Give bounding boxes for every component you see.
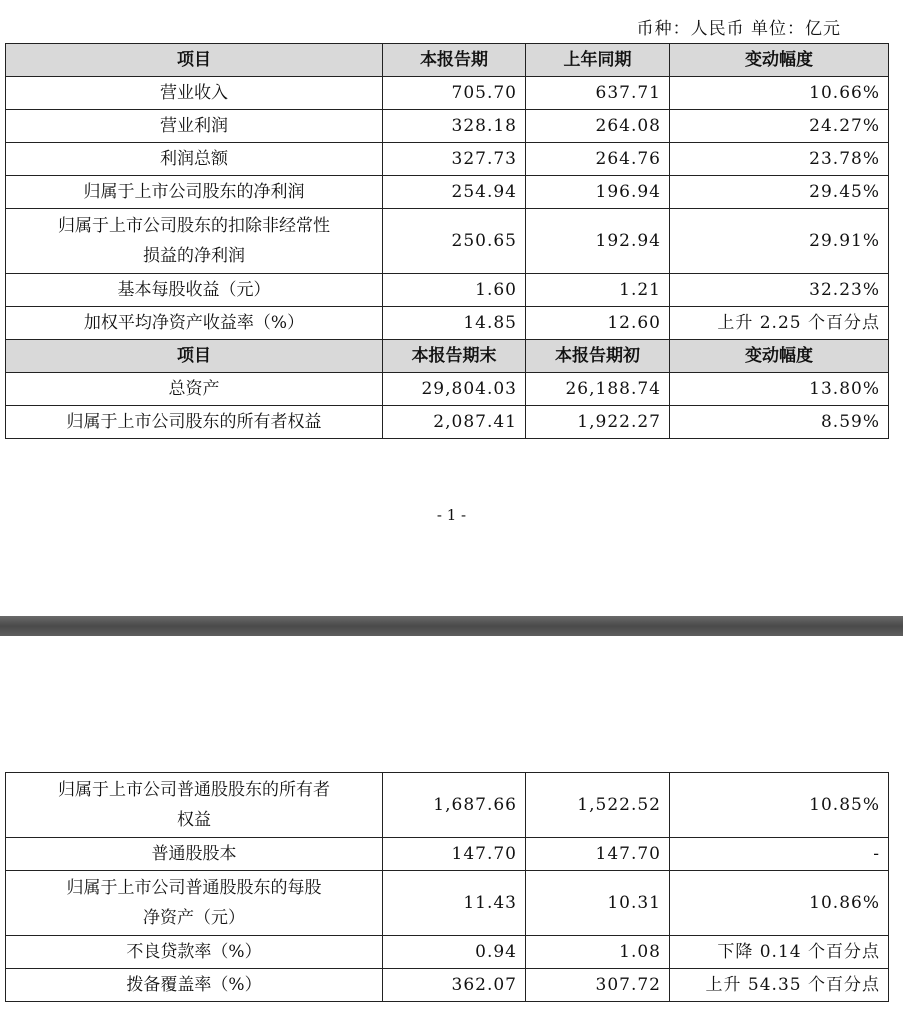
- change-value: 8.59%: [670, 406, 889, 439]
- row-label-line2: 净资产（元）: [143, 908, 245, 928]
- change-value: 29.91%: [670, 209, 889, 274]
- change-value: 上升 54.35 个百分点: [670, 969, 889, 1002]
- financial-table-top: [5, 43, 889, 439]
- current-value: 1.60: [383, 274, 526, 307]
- period-start-value: 10.31: [526, 871, 670, 936]
- change-value: -: [670, 838, 889, 871]
- table-row: [6, 110, 889, 143]
- period-start-value: 1,922.27: [526, 406, 670, 439]
- current-value: 705.70: [383, 77, 526, 110]
- prior-value: 196.94: [526, 176, 670, 209]
- table-row: [6, 838, 889, 871]
- row-label: 营业利润: [6, 110, 383, 143]
- row-label: 普通股股本: [6, 838, 383, 871]
- row-label: 归属于上市公司股东的所有者权益: [6, 406, 383, 439]
- header-item: 项目: [6, 340, 383, 373]
- row-label: 营业收入: [6, 77, 383, 110]
- table-row: [6, 143, 889, 176]
- row-label: 拨备覆盖率（%）: [6, 969, 383, 1002]
- row-label: 归属于上市公司股东的净利润: [6, 176, 383, 209]
- table-header-row-2: [6, 340, 889, 373]
- period-end-value: 11.43: [383, 871, 526, 936]
- period-end-value: 147.70: [383, 838, 526, 871]
- prior-value: 12.60: [526, 307, 670, 340]
- header-period-start: 本报告期初: [526, 340, 670, 373]
- table-row: [6, 176, 889, 209]
- table-row: [6, 274, 889, 307]
- row-label: 总资产: [6, 373, 383, 406]
- row-label-line2: 损益的净利润: [143, 246, 245, 266]
- row-label-line1: 归属于上市公司股东的扣除非经常性: [58, 216, 330, 236]
- header-change: 变动幅度: [670, 44, 889, 77]
- change-value: 10.66%: [670, 77, 889, 110]
- row-label: [6, 773, 383, 838]
- change-value: 23.78%: [670, 143, 889, 176]
- period-end-value: 0.94: [383, 936, 526, 969]
- change-value: 下降 0.14 个百分点: [670, 936, 889, 969]
- table-row: [6, 209, 889, 274]
- current-value: 327.73: [383, 143, 526, 176]
- table-row: [6, 969, 889, 1002]
- prior-value: 1.21: [526, 274, 670, 307]
- change-value: 24.27%: [670, 110, 889, 143]
- period-start-value: 26,188.74: [526, 373, 670, 406]
- financial-table-bottom: [5, 772, 889, 1002]
- change-value: 13.80%: [670, 373, 889, 406]
- period-start-value: 1,522.52: [526, 773, 670, 838]
- table-row: [6, 307, 889, 340]
- change-value: 32.23%: [670, 274, 889, 307]
- period-start-value: 307.72: [526, 969, 670, 1002]
- table-header-row: [6, 44, 889, 77]
- table-row: [6, 373, 889, 406]
- row-label: 利润总额: [6, 143, 383, 176]
- row-label-line2: 权益: [177, 810, 211, 830]
- current-value: 250.65: [383, 209, 526, 274]
- currency-unit-note: 币种：人民币 单位：亿元: [636, 19, 841, 39]
- current-value: 254.94: [383, 176, 526, 209]
- change-value: 10.86%: [670, 871, 889, 936]
- row-label-line1: 归属于上市公司普通股股东的每股: [66, 878, 322, 898]
- row-label: 加权平均净资产收益率（%）: [6, 307, 383, 340]
- period-end-value: 362.07: [383, 969, 526, 1002]
- table-row: [6, 871, 889, 936]
- period-start-value: 147.70: [526, 838, 670, 871]
- page-separator-bar: [0, 616, 903, 636]
- row-label-line1: 归属于上市公司普通股股东的所有者: [58, 780, 330, 800]
- header-change: 变动幅度: [670, 340, 889, 373]
- table-row: [6, 406, 889, 439]
- header-period-end: 本报告期末: [383, 340, 526, 373]
- row-label: 基本每股收益（元）: [6, 274, 383, 307]
- period-end-value: 29,804.03: [383, 373, 526, 406]
- prior-value: 264.08: [526, 110, 670, 143]
- row-label: [6, 209, 383, 274]
- table-row: [6, 936, 889, 969]
- row-label: 不良贷款率（%）: [6, 936, 383, 969]
- period-end-value: 2,087.41: [383, 406, 526, 439]
- prior-value: 264.76: [526, 143, 670, 176]
- prior-value: 192.94: [526, 209, 670, 274]
- change-value: 29.45%: [670, 176, 889, 209]
- table-row: [6, 773, 889, 838]
- table-row: [6, 77, 889, 110]
- page-number: - 1 -: [436, 506, 467, 524]
- change-value: 10.85%: [670, 773, 889, 838]
- header-current-period: 本报告期: [383, 44, 526, 77]
- current-value: 14.85: [383, 307, 526, 340]
- row-label: [6, 871, 383, 936]
- header-prior-period: 上年同期: [526, 44, 670, 77]
- period-end-value: 1,687.66: [383, 773, 526, 838]
- period-start-value: 1.08: [526, 936, 670, 969]
- prior-value: 637.71: [526, 77, 670, 110]
- current-value: 328.18: [383, 110, 526, 143]
- header-item: 项目: [6, 44, 383, 77]
- change-value: 上升 2.25 个百分点: [670, 307, 889, 340]
